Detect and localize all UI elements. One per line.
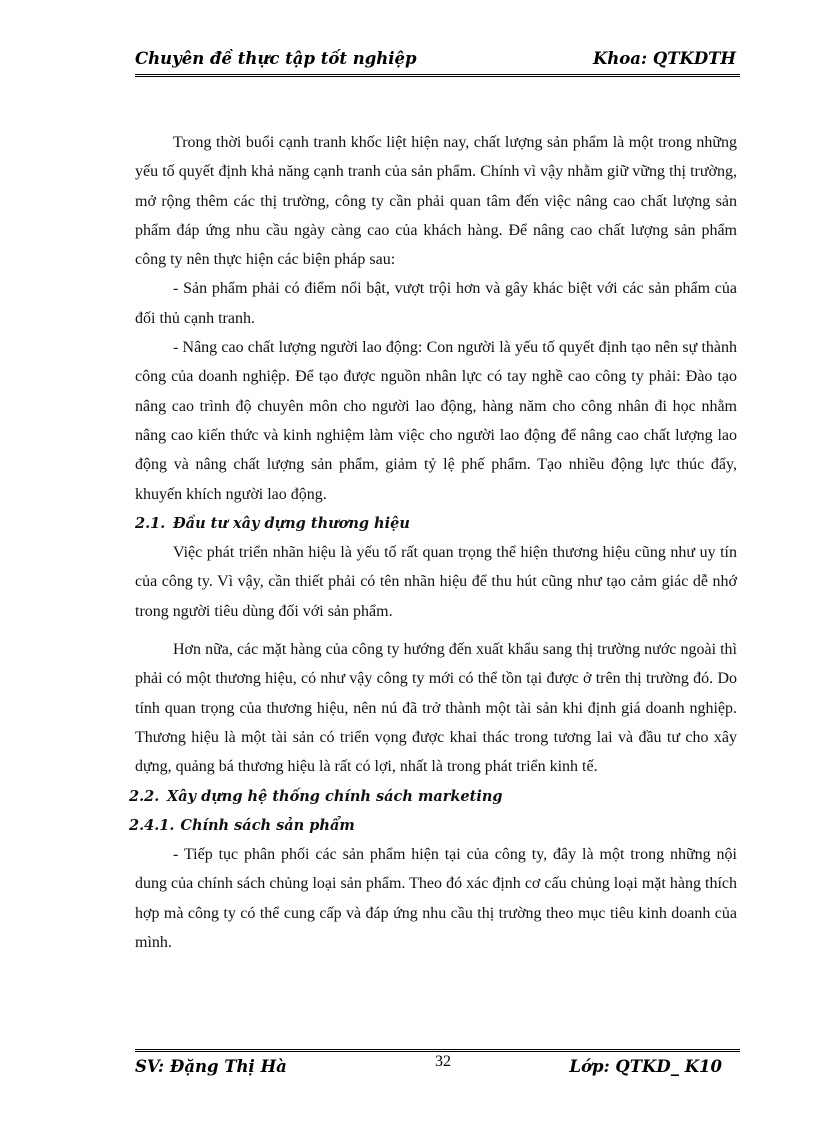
- section-title: Xây dựng hệ thống chính sách marketing: [167, 787, 503, 805]
- paragraph-brand-development: Việc phát triển nhãn hiệu là yếu tố rất quan trọng thể hiện thương hiệu cũng như uy tín của công ty. Vì vậy, cần thiết phải có tên nhãn hiệu để thu hút cũng như tạo cảm giác dễ nhớ trong người tiêu dùng đối với sản phẩm.: [135, 544, 737, 620]
- page-header: [135, 48, 740, 77]
- subsection-heading-product-policy: [129, 811, 737, 840]
- section-number: 2.1.: [135, 514, 166, 532]
- page-number: 32: [435, 1053, 451, 1070]
- section-number: 2.2.: [129, 787, 160, 805]
- section-heading-marketing-policy: [129, 782, 737, 811]
- page-footer: [135, 1049, 740, 1082]
- paragraph-labor-quality: - Nâng cao chất lượng người lao động: Con người là yếu tố quyết định tạo nên sự thành công của doanh nghiệp. Để tạo được nguồn nhân lực có tay nghề cao công ty phải: Đào tạo nâng cao trình độ chuyên môn cho người lao động, hàng năm cho công nhân đi học nhằm nâng cao kiến thức và kinh nghiệm làm việc cho người lao động để nâng cao chất lượng lao động và nâng chất lượng sản phẩm, giảm tỷ lệ phế phẩm. Tạo nhiều động lực thúc đẩy, khuyến khích người lao động.: [135, 339, 737, 503]
- subsection-title: Chính sách sản phẩm: [180, 816, 355, 834]
- section-title: Đầu tư xây dựng thương hiệu: [173, 514, 410, 532]
- document-body: [129, 128, 737, 957]
- paragraph-product-distinction: - Sản phẩm phải có điểm nổi bật, vượt trội hơn và gây khác biệt với các sản phẩm của đối thủ cạnh tranh.: [135, 280, 737, 327]
- header-faculty: Khoa: QTKDTH: [592, 49, 736, 68]
- subsection-number: 2.4.1.: [129, 816, 175, 834]
- paragraph-product-distribution: - Tiếp tục phân phối các sản phẩm hiện tại của công ty, đây là một trong những nội dung của chính sách chủng loại sản phẩm. Theo đó xác định cơ cấu chủng loại mặt hàng thích hợp mà công ty có thể cung cấp và đáp ứng nhu cầu thị trường theo mục tiêu kinh doanh của mình.: [135, 846, 737, 952]
- paragraph-product-quality-intro: Trong thời buổi cạnh tranh khốc liệt hiện nay, chất lượng sản phẩm là một trong những yếu tố quyết định khả năng cạnh tranh của sản phẩm. Chính vì vậy nhằm giữ vững thị trường, mở rộng thêm các thị trường, công ty cần phải quan tâm đến việc nâng cao chất lượng sản phẩm đáp ứng nhu cầu ngày càng cao của khách hàng. Để nâng cao chất lượng sản phẩm công ty nên thực hiện các biện pháp sau:: [135, 134, 737, 269]
- paragraph-brand-export: Hơn nữa, các mặt hàng của công ty hướng đến xuất khẩu sang thị trường nước ngoài thì phải có một thương hiệu, có như vậy công ty mới có thể tồn tại được ở trên thị trường đó. Do tính quan trọng của thương hiệu, nên nú đã trở thành một tài sản khi định giá doanh nghiệp. Thương hiệu là một tài sản có triển vọng được khai thác trong tương lai và đầu tư cho xây dựng, quảng bá thương hiệu là rất có lợi, nhất là trong phát triển kinh tế.: [135, 641, 737, 776]
- footer-student-name: SV: Đặng Thị Hà: [135, 1057, 287, 1076]
- footer-class: Lớp: QTKD_ K10: [569, 1057, 722, 1076]
- header-document-title: Chuyên đề thực tập tốt nghiệp: [135, 49, 417, 68]
- section-heading-brand-investment: [135, 509, 737, 538]
